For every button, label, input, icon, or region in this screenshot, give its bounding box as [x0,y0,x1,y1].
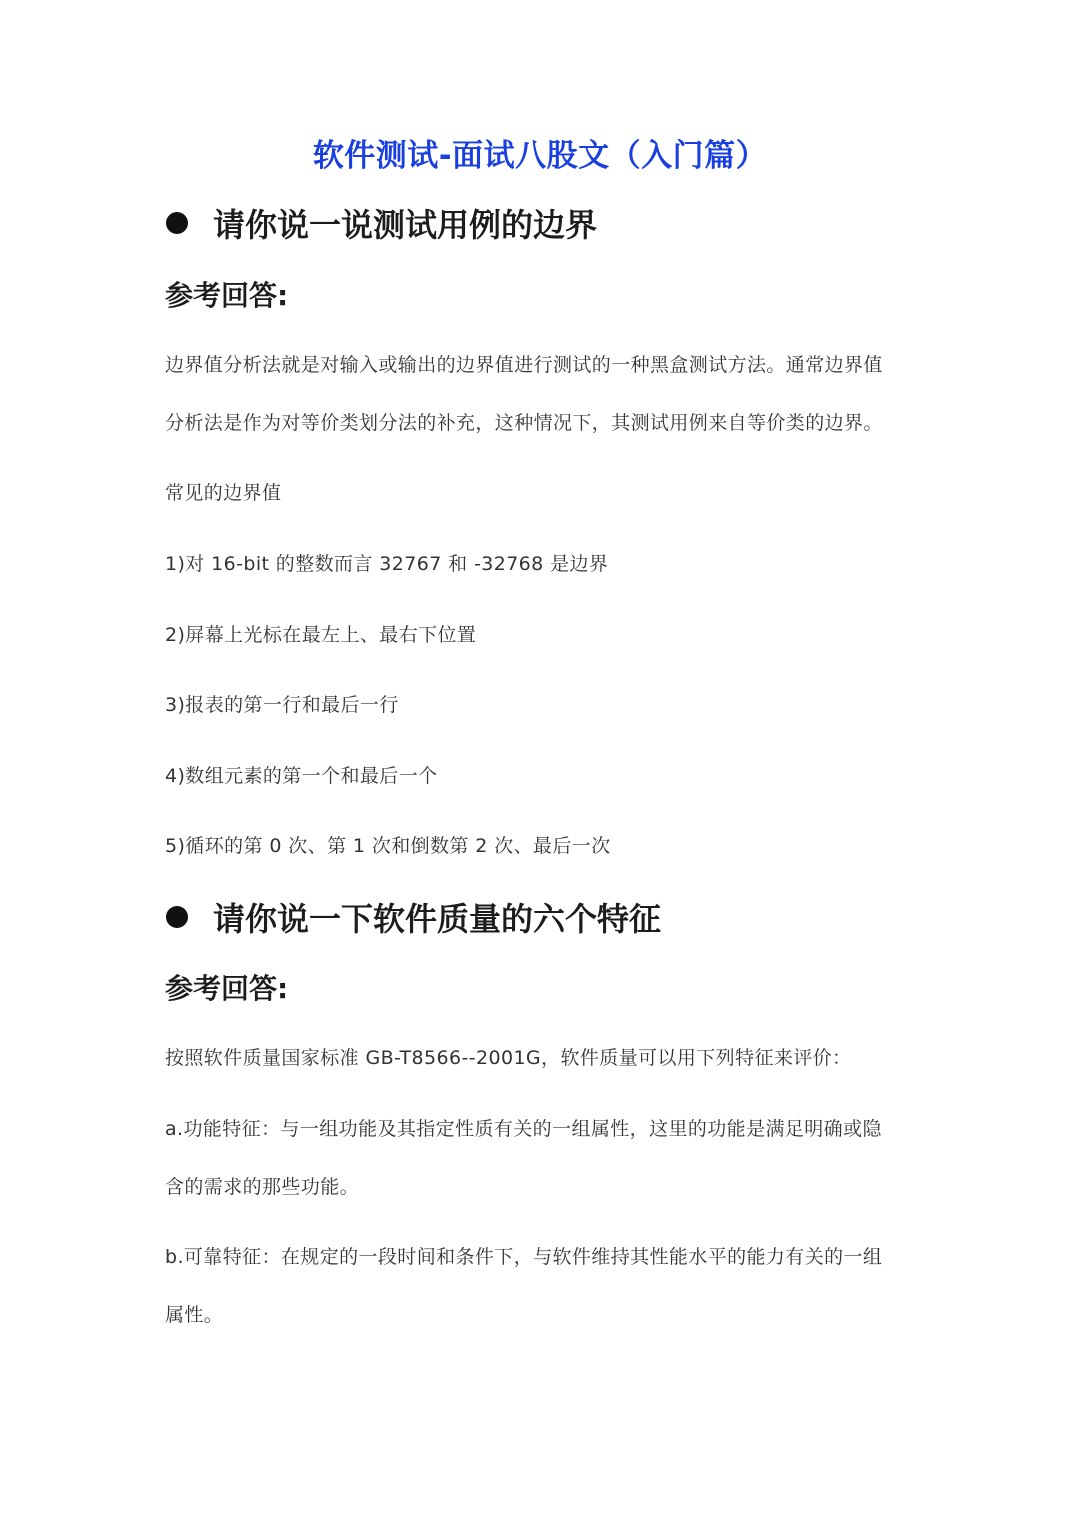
paragraph-line: 含的需求的那些功能。 [165,1176,360,1198]
paragraph-line: 边界值分析法就是对输入或输出的边界值进行测试的一种黑盒测试方法。通常边界值 [165,354,883,376]
paragraph-line: 属性。 [165,1304,224,1326]
answer-label-2: 参考回答: [165,972,289,1005]
answer-label-1: 参考回答: [165,279,289,312]
paragraph-line: 分析法是作为对等价类划分法的补充，这种情况下，其测试用例来自等价类的边界。 [165,412,883,434]
question-text-2: 请你说一下软件质量的六个特征 [213,900,662,938]
question-heading-1 [166,200,597,246]
question-text-1: 请你说一说测试用例的边界 [213,206,598,244]
list-item: 5)循环的第 0 次、第 1 次和倒数第 2 次、最后一次 [165,835,611,857]
list-item: 4)数组元素的第一个和最后一个 [165,765,438,787]
question-heading-2 [166,894,661,940]
bullet-icon [166,906,188,928]
document-title: 软件测试-面试八股文（入门篇） [312,138,768,174]
paragraph-line: 按照软件质量国家标准 GB-T8566--2001G，软件质量可以用下列特征来评价： [165,1047,852,1069]
common-boundary-label: 常见的边界值 [165,482,282,504]
paragraph-line: a.功能特征：与一组功能及其指定性质有关的一组属性，这里的功能是满足明确或隐 [165,1118,882,1140]
list-item: 2)屏幕上光标在最左上、最右下位置 [165,624,477,646]
list-item: 3)报表的第一行和最后一行 [165,694,399,716]
paragraph-line: b.可靠特征：在规定的一段时间和条件下，与软件维持其性能水平的能力有关的一组 [165,1246,883,1268]
bullet-icon [166,212,188,234]
list-item: 1)对 16-bit 的整数而言 32767 和 -32768 是边界 [165,553,609,575]
